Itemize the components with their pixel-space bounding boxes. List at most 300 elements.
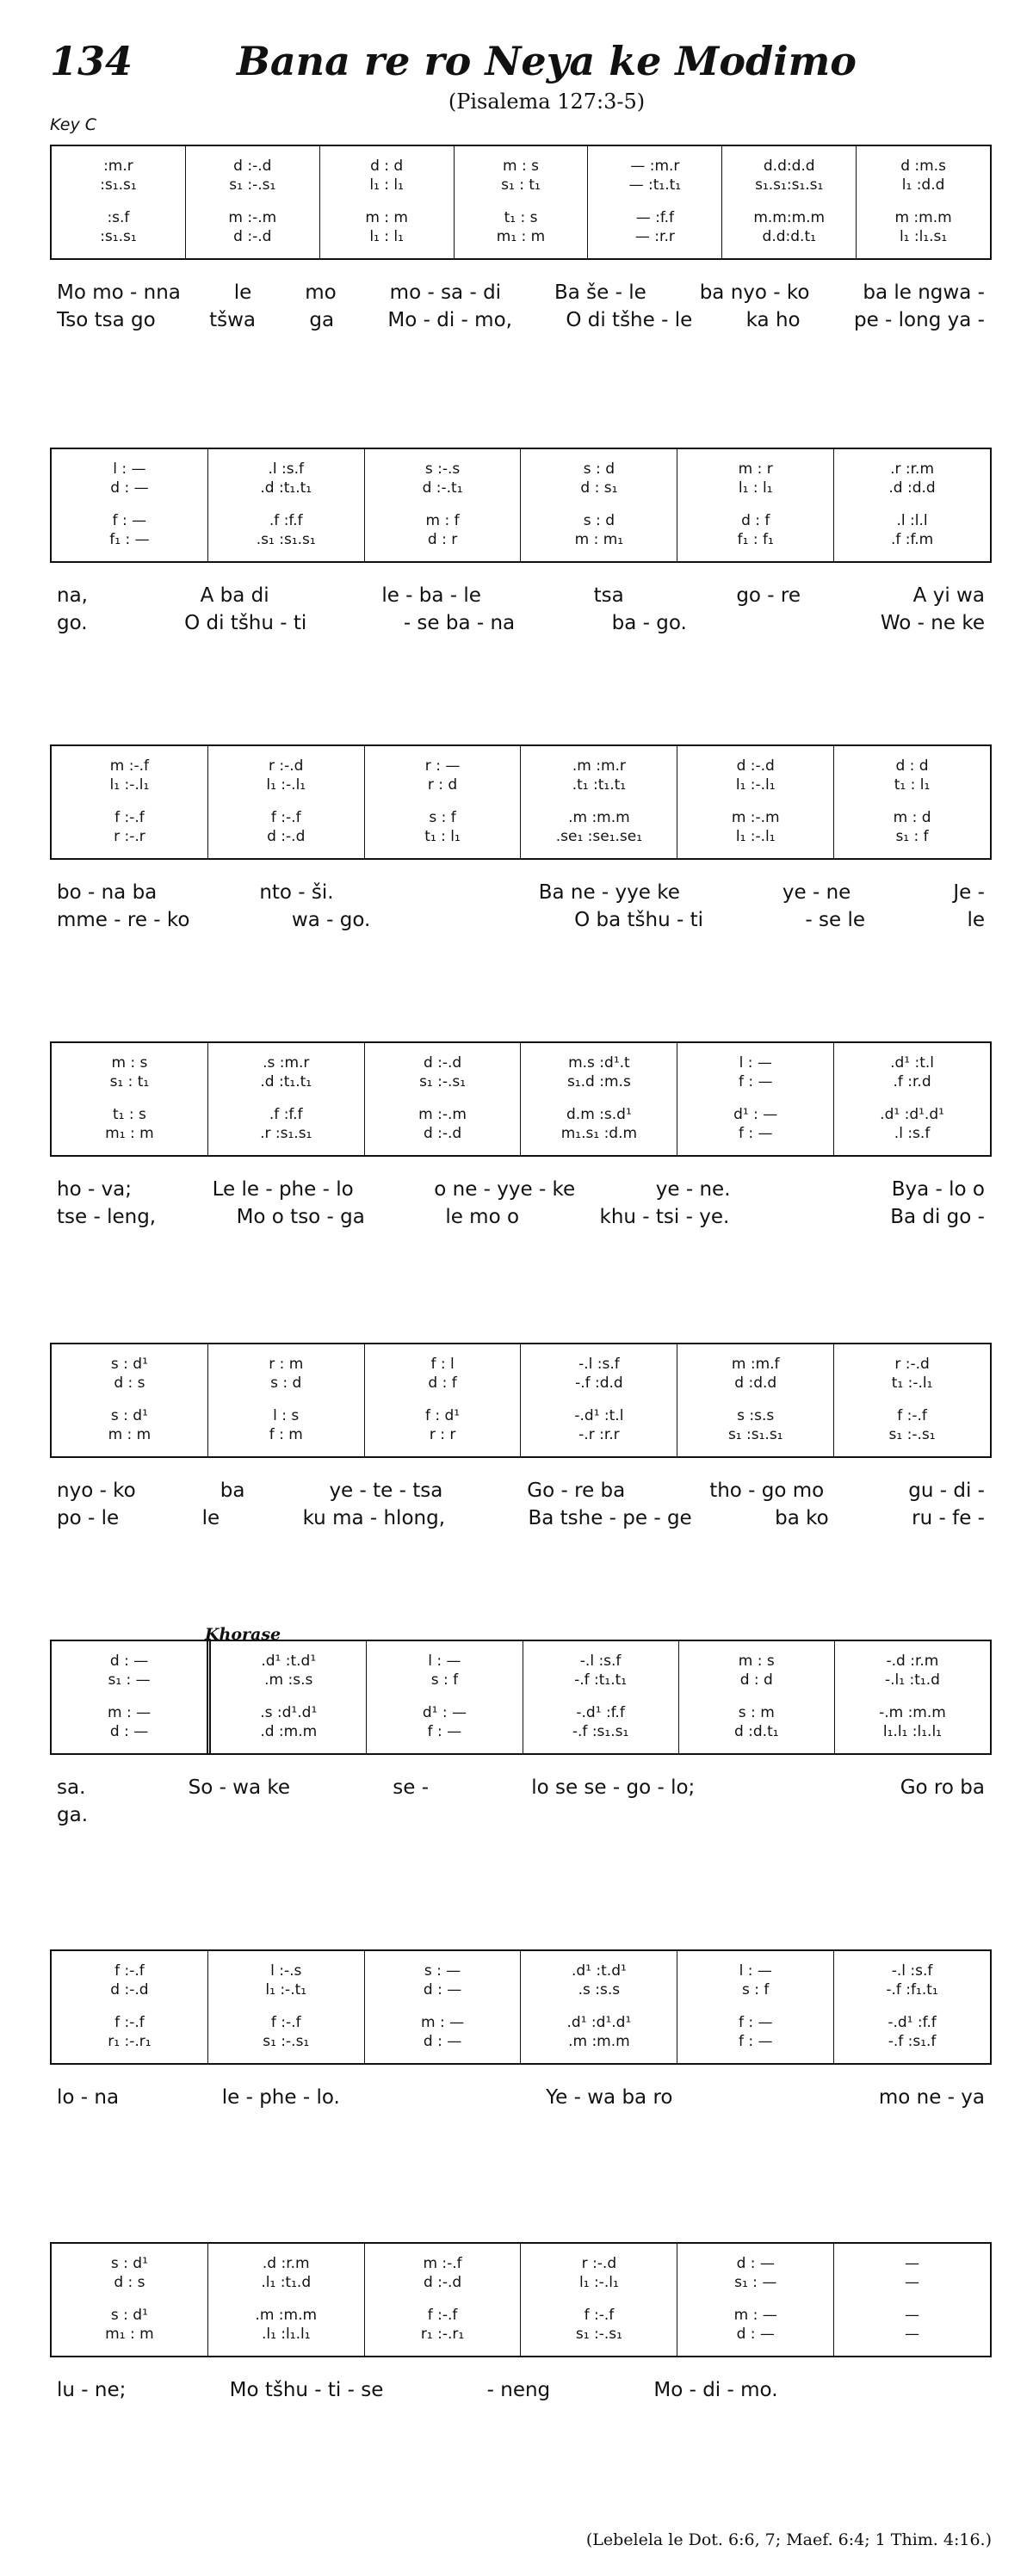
voice-part: s :-.s xyxy=(424,460,461,478)
voice-part: -.f :f₁.t₁ xyxy=(886,1981,938,1998)
lyric-syllables: le xyxy=(233,281,252,304)
measure xyxy=(207,2244,364,2356)
lyric-syllables: ba nyo - ko xyxy=(699,281,810,304)
voice-part: d : d xyxy=(739,1671,773,1689)
lyrics xyxy=(50,1477,992,1532)
lyric-syllables: Bya - lo o xyxy=(891,1178,985,1201)
measure xyxy=(364,746,521,858)
staff xyxy=(50,2242,992,2357)
lyric-line xyxy=(50,906,992,934)
lyric-syllables: ho - va; xyxy=(57,1178,133,1201)
measure xyxy=(520,2244,677,2356)
lyric-syllables: Ba tshe - pe - ge xyxy=(528,1507,692,1529)
voice-part: d : — xyxy=(110,479,149,497)
voice-part: d :-.d xyxy=(423,2274,462,2291)
measure xyxy=(364,1043,521,1155)
voice-part: d :-.d xyxy=(233,228,272,245)
voice-part: l₁ : l₁ xyxy=(738,479,773,497)
voice-part: m :m.f xyxy=(731,1356,780,1373)
voice-part: r :-.d xyxy=(269,757,304,775)
measure xyxy=(52,1043,207,1155)
voice-part: t₁ : s xyxy=(504,209,538,226)
measure xyxy=(366,1641,522,1753)
measure xyxy=(833,1344,990,1456)
lyric-syllables: - neng xyxy=(486,2379,551,2401)
lyrics xyxy=(50,1774,992,1829)
voice-part: s₁ :-.s₁ xyxy=(575,2326,622,2343)
voice-part: f : d¹ xyxy=(425,1407,461,1424)
lyric-line xyxy=(50,279,992,306)
voice-part: — xyxy=(905,2274,920,2291)
lyric-syllables: pe - long ya - xyxy=(853,309,985,331)
voice-part: d :d.t₁ xyxy=(733,1723,779,1740)
voice-part: l₁ :-.l₁ xyxy=(735,776,776,794)
voice-part: r :-.d xyxy=(581,2255,617,2272)
measure xyxy=(833,1951,990,2063)
lyric-syllables: ba ko xyxy=(775,1507,829,1529)
measure xyxy=(52,746,207,858)
voice-part: l : s xyxy=(273,1407,300,1424)
voice-part: .r :r.m xyxy=(890,460,935,478)
lyric-syllables: ka ho xyxy=(745,309,801,331)
voice-part: .d :t₁.t₁ xyxy=(260,1073,312,1090)
lyrics xyxy=(50,279,992,334)
voice-part: m₁ : m xyxy=(496,228,546,245)
lyric-syllables: - se ba - na xyxy=(403,612,516,634)
voice-part: — :r.r xyxy=(634,228,675,245)
measure xyxy=(52,146,185,258)
voice-part: :s₁.s₁ xyxy=(100,228,137,245)
voice-part: s₁ : — xyxy=(734,2274,777,2291)
voice-part: :s.f xyxy=(107,209,130,226)
voice-part: s : d¹ xyxy=(110,2307,148,2324)
measure xyxy=(364,1951,521,2063)
voice-part: d : s xyxy=(114,1374,145,1392)
voice-part: d : f xyxy=(428,1374,457,1392)
lyric-line xyxy=(50,1774,992,1801)
lyric-syllables: tšwa xyxy=(209,309,256,331)
lyric-syllables: lo se se - go - lo; xyxy=(531,1776,696,1799)
voice-part: s₁ : t₁ xyxy=(109,1073,150,1090)
lyric-syllables: tho - go mo xyxy=(709,1480,825,1502)
voice-part: d : s₁ xyxy=(580,479,618,497)
voice-part: -.l₁ :t₁.d xyxy=(885,1671,940,1689)
staff xyxy=(50,1041,992,1157)
voice-part: m : f xyxy=(425,512,460,529)
measure xyxy=(833,746,990,858)
voice-part: .se₁ :se₁.se₁ xyxy=(555,828,643,845)
voice-part: -.f :s₁.s₁ xyxy=(572,1723,629,1740)
measure xyxy=(677,1344,833,1456)
lyric-syllables: go. xyxy=(57,612,88,634)
lyric-line xyxy=(50,1203,992,1231)
lyric-syllables: Go ro ba xyxy=(900,1776,985,1799)
staff xyxy=(50,744,992,860)
voice-part: s : d¹ xyxy=(110,2255,148,2272)
lyric-syllables: ye - ne. xyxy=(655,1178,731,1201)
voice-part: m₁.s₁ :d.m xyxy=(560,1125,638,1142)
voice-part: s : f xyxy=(430,1671,459,1689)
voice-part: d :-.d xyxy=(267,828,306,845)
lyric-syllables: O ba tšhu - ti xyxy=(574,909,704,931)
voice-part: s : d¹ xyxy=(110,1356,148,1373)
voice-part: d : — xyxy=(423,2033,462,2050)
lyric-syllables: - se le xyxy=(805,909,866,931)
measure xyxy=(52,1951,207,2063)
voice-part: m : m xyxy=(108,1426,152,1443)
voice-part: l₁ :-.l₁ xyxy=(579,2274,619,2291)
lyric-syllables: na, xyxy=(57,584,88,607)
lyric-syllables: le xyxy=(201,1507,220,1529)
voice-part: .t₁ :t₁.t₁ xyxy=(572,776,627,794)
measure xyxy=(364,2244,521,2356)
measure xyxy=(52,2244,207,2356)
lyric-line xyxy=(50,2376,992,2404)
voice-part: f : — xyxy=(427,1723,462,1740)
voice-part: m :-.m xyxy=(228,209,277,226)
measure xyxy=(678,1641,834,1753)
lyric-syllables: khu - tsi - ye. xyxy=(599,1206,730,1228)
voice-part: — :t₁.t₁ xyxy=(628,176,682,194)
lyric-syllables: ku ma - hlong, xyxy=(302,1507,446,1529)
voice-part: m : d xyxy=(893,809,931,826)
lyric-syllables: Mo o tso - ga xyxy=(236,1206,365,1228)
lyric-syllables: wa - go. xyxy=(291,909,371,931)
voice-part: -.f :d.d xyxy=(575,1374,623,1392)
voice-part: m : s xyxy=(111,1054,148,1072)
voice-part: .d¹ :d¹.d¹ xyxy=(880,1106,944,1123)
voice-part: d :d.d xyxy=(734,1374,777,1392)
voice-part: r₁ :-.r₁ xyxy=(108,2033,152,2050)
lyric-syllables: o ne - yye - ke xyxy=(434,1178,576,1201)
voice-part: d.d:d.t₁ xyxy=(762,228,816,245)
voice-part: m₁ : m xyxy=(105,1125,154,1142)
voice-part: r : — xyxy=(424,757,461,775)
voice-part: .l₁ :l₁.l₁ xyxy=(261,2326,311,2343)
staff xyxy=(50,448,992,563)
measure xyxy=(523,1641,678,1753)
lyric-syllables: lu - ne; xyxy=(57,2379,127,2401)
measure xyxy=(856,146,990,258)
system-5 xyxy=(50,1343,992,1532)
voice-part: s : — xyxy=(424,1962,461,1980)
voice-part: t₁ : s xyxy=(112,1106,146,1123)
lyrics xyxy=(50,879,992,934)
voice-part: d : d xyxy=(370,158,404,175)
voice-part: -.f :s₁.f xyxy=(888,2033,937,2050)
voice-part: .l₁ :t₁.d xyxy=(261,2274,312,2291)
lyric-syllables: Mo tšhu - ti - se xyxy=(229,2379,384,2401)
voice-part: r : r xyxy=(429,1426,456,1443)
lyric-syllables: A ba di xyxy=(200,584,269,607)
voice-part: d : f xyxy=(741,512,770,529)
staff xyxy=(50,145,992,260)
voice-part: d : — xyxy=(736,2255,775,2272)
voice-part: m :-.f xyxy=(423,2255,462,2272)
measure xyxy=(677,2244,833,2356)
measure xyxy=(207,449,364,561)
voice-part: f : — xyxy=(738,1125,773,1142)
voice-part: .f :r.d xyxy=(893,1073,931,1090)
voice-part: .d¹ :t.l xyxy=(890,1054,935,1072)
voice-part: s₁ :s₁.s₁ xyxy=(727,1426,783,1443)
lyric-syllables: se - xyxy=(393,1776,430,1799)
measure xyxy=(520,1344,677,1456)
measure xyxy=(52,449,207,561)
voice-part: l₁.l₁ :l₁.l₁ xyxy=(882,1723,942,1740)
measure xyxy=(520,746,677,858)
voice-part: f :-.f xyxy=(270,809,301,826)
voice-part: s : d xyxy=(270,1374,302,1392)
lyric-syllables: Ba še - le xyxy=(554,281,646,304)
lyric-syllables: mo - sa - di xyxy=(389,281,502,304)
staff xyxy=(50,1949,992,2065)
voice-part: f :-.f xyxy=(584,2307,615,2324)
lyrics xyxy=(50,582,992,637)
voice-part: m : — xyxy=(733,2307,777,2324)
voice-part: — :m.r xyxy=(630,158,680,175)
voice-part: f :-.f xyxy=(270,2014,301,2031)
voice-part: f : — xyxy=(738,1073,773,1090)
lyric-line xyxy=(50,306,992,334)
measure xyxy=(207,746,364,858)
voice-part: m₁ : m xyxy=(105,2326,154,2343)
lyric-syllables: ga xyxy=(309,309,335,331)
lyric-line xyxy=(50,2084,992,2111)
measure xyxy=(207,1344,364,1456)
voice-part: s : f xyxy=(742,1981,770,1998)
voice-part: f : — xyxy=(112,512,147,529)
measure xyxy=(52,1344,207,1456)
voice-part: l : — xyxy=(739,1962,772,1980)
voice-part: s₁ : f xyxy=(895,828,929,845)
voice-part: m : — xyxy=(108,1704,152,1721)
voice-part: .d¹ :d¹.d¹ xyxy=(566,2014,632,2031)
staff xyxy=(50,1343,992,1458)
hymn-number: 134 xyxy=(50,38,133,84)
voice-part: s : f xyxy=(429,809,456,826)
lyric-syllables: lo - na xyxy=(57,2086,120,2109)
voice-part: l₁ :-.t₁ xyxy=(265,1981,307,1998)
system-8 xyxy=(50,2242,992,2404)
voice-part: d :-.t₁ xyxy=(422,479,463,497)
measure xyxy=(677,1951,833,2063)
lyric-syllables: go - re xyxy=(736,584,801,607)
voice-part: f₁ : f₁ xyxy=(737,531,774,548)
lyric-syllables: le - ba - le xyxy=(381,584,481,607)
lyric-line xyxy=(50,1801,992,1829)
lyric-syllables: ba le ngwa - xyxy=(863,281,985,304)
voice-part: s₁ :-.s₁ xyxy=(263,2033,310,2050)
voice-part: .m :m.m xyxy=(568,2033,630,2050)
lyric-syllables: ye - ne xyxy=(782,881,851,904)
voice-part: d :m.s xyxy=(900,158,946,175)
system-4 xyxy=(50,1041,992,1231)
lyric-syllables: Wo - ne ke xyxy=(880,612,985,634)
voice-part: -.f :t₁.t₁ xyxy=(574,1671,628,1689)
system-1 xyxy=(50,145,992,334)
voice-part: l : — xyxy=(739,1054,772,1072)
voice-part: .f :f.m xyxy=(890,531,934,548)
lyric-syllables: Mo - di - mo, xyxy=(387,309,512,331)
lyric-syllables: mo ne - ya xyxy=(878,2086,985,2109)
voice-part: r :-.d xyxy=(894,1356,930,1373)
system-2 xyxy=(50,448,992,637)
voice-part: m : s xyxy=(738,1652,775,1670)
measure xyxy=(207,1641,366,1753)
lyric-line xyxy=(50,582,992,609)
measure xyxy=(677,746,833,858)
voice-part: m :-.m xyxy=(418,1106,467,1123)
voice-part: s : d¹ xyxy=(110,1407,148,1424)
voice-part: .l :s.f xyxy=(894,1125,931,1142)
voice-part: t₁ : l₁ xyxy=(894,776,931,794)
lyric-syllables: ye - te - tsa xyxy=(329,1480,443,1502)
voice-part: .m :m.m xyxy=(255,2307,318,2324)
voice-part: .m :m.r xyxy=(572,757,626,775)
voice-part: s :s.s xyxy=(737,1407,775,1424)
voice-part: l₁ :l₁.s₁ xyxy=(899,228,948,245)
hymn-title: Bana re ro Neya ke Modimo xyxy=(236,38,857,84)
lyric-syllables: So - wa ke xyxy=(188,1776,291,1799)
voice-part: .d¹ :t.d¹ xyxy=(571,1962,627,1980)
voice-part: f : l xyxy=(430,1356,455,1373)
lyric-syllables: ga. xyxy=(57,1804,89,1826)
lyric-syllables: nto - ši. xyxy=(259,881,334,904)
lyric-syllables: Ba ne - yye ke xyxy=(538,881,680,904)
voice-part: -.l :s.f xyxy=(578,1356,620,1373)
voice-part: m : — xyxy=(421,2014,465,2031)
voice-part: d : r xyxy=(427,531,458,548)
measure xyxy=(520,1043,677,1155)
voice-part: -.d :r.m xyxy=(886,1652,939,1670)
lyric-syllables: ba xyxy=(220,1480,245,1502)
lyric-syllables: O di tšhe - le xyxy=(566,309,693,331)
voice-part: d :-.d xyxy=(423,1125,462,1142)
voice-part: s₁ : t₁ xyxy=(501,176,541,194)
lyrics xyxy=(50,2084,992,2111)
voice-part: — :f.f xyxy=(635,209,674,226)
voice-part: f : — xyxy=(738,2014,773,2031)
voice-part: s : m xyxy=(738,1704,775,1721)
voice-part: -.l :s.f xyxy=(891,1962,933,1980)
lyric-syllables: sa. xyxy=(57,1776,86,1799)
measure xyxy=(721,146,856,258)
lyric-syllables: gu - di - xyxy=(908,1480,985,1502)
measure xyxy=(833,449,990,561)
voice-part: l₁ :-.l₁ xyxy=(109,776,150,794)
system-7 xyxy=(50,1949,992,2111)
voice-part: s₁.d :m.s xyxy=(566,1073,631,1090)
key-label: Key C xyxy=(50,115,97,134)
hymn-subtitle: (Pisalema 127:3-5) xyxy=(448,90,646,114)
voice-part: d : — xyxy=(109,1652,149,1670)
voice-part: l₁ : l₁ xyxy=(369,228,404,245)
voice-part: s₁ : — xyxy=(108,1671,151,1689)
voice-part: l : — xyxy=(113,460,146,478)
voice-part: .d :t₁.t₁ xyxy=(260,479,312,497)
voice-part: l : — xyxy=(428,1652,461,1670)
voice-part: — xyxy=(905,2326,920,2343)
voice-part: d :-.d xyxy=(233,158,272,175)
lyric-line xyxy=(50,1477,992,1504)
voice-part: .d :m.m xyxy=(260,1723,318,1740)
lyric-syllables: le - phe - lo. xyxy=(221,2086,340,2109)
voice-part: m.m:m.m xyxy=(753,209,826,226)
voice-part: r₁ :-.r₁ xyxy=(420,2326,465,2343)
lyric-syllables: Mo - di - mo. xyxy=(653,2379,778,2401)
voice-part: -.d¹ :f.f xyxy=(888,2014,937,2031)
lyric-line xyxy=(50,1176,992,1203)
lyric-syllables: A yi wa xyxy=(912,584,985,607)
voice-part: s₁ :-.s₁ xyxy=(888,1426,936,1443)
voice-part: s : d xyxy=(583,460,615,478)
measure xyxy=(587,146,721,258)
lyric-syllables: bo - na ba xyxy=(57,881,158,904)
staff xyxy=(50,1640,992,1755)
voice-part: m : s xyxy=(503,158,539,175)
voice-part: d : — xyxy=(109,1723,149,1740)
lyric-syllables: Je - xyxy=(953,881,985,904)
lyric-syllables: le xyxy=(967,909,985,931)
lyric-syllables: mme - re - ko xyxy=(57,909,190,931)
voice-part: f₁ : — xyxy=(109,531,150,548)
voice-part: f :-.f xyxy=(114,2014,145,2031)
system-3 xyxy=(50,744,992,934)
voice-part: -.m :m.m xyxy=(879,1704,946,1721)
voice-part: :s₁.s₁ xyxy=(100,176,137,194)
voice-part: .l :s.f xyxy=(268,460,304,478)
khorase-label: Khorase xyxy=(205,1625,281,1644)
voice-part: m :-.m xyxy=(731,809,780,826)
voice-part: f : m xyxy=(269,1426,303,1443)
voice-part: l₁ : l₁ xyxy=(369,176,404,194)
voice-part: -.r :r.r xyxy=(578,1426,620,1443)
lyric-syllables: Ye - wa ba ro xyxy=(546,2086,673,2109)
measure xyxy=(520,1951,677,2063)
voice-part: .s₁ :s₁.s₁ xyxy=(256,531,316,548)
voice-part: l :-.s xyxy=(270,1962,302,1980)
voice-part: d : s xyxy=(114,2274,145,2291)
voice-part: d : d xyxy=(895,757,929,775)
lyric-syllables: Le le - phe - lo xyxy=(212,1178,354,1201)
measure xyxy=(677,449,833,561)
lyric-syllables: mo xyxy=(305,281,337,304)
voice-part: l₁ :d.d xyxy=(901,176,945,194)
voice-part: f : — xyxy=(738,2033,773,2050)
voice-part: .f :f.f xyxy=(269,512,303,529)
voice-part: s₁ :-.s₁ xyxy=(419,1073,467,1090)
lyric-syllables: tsa xyxy=(593,584,624,607)
lyric-syllables: O di tšhu - ti xyxy=(184,612,307,634)
voice-part: m : m xyxy=(365,209,408,226)
measure xyxy=(677,1043,833,1155)
scripture-footnote: (Lebelela le Dot. 6:6, 7; Maef. 6:4; 1 Thim. 4:16.) xyxy=(585,2530,992,2549)
measure xyxy=(364,449,521,561)
measure xyxy=(833,1043,990,1155)
lyrics xyxy=(50,1176,992,1231)
measure xyxy=(185,146,319,258)
voice-part: d : — xyxy=(423,1981,462,1998)
voice-part: s₁ :-.s₁ xyxy=(229,176,276,194)
voice-part: l₁ :-.l₁ xyxy=(735,828,776,845)
lyric-syllables: po - le xyxy=(57,1507,120,1529)
voice-part: .r :s₁.s₁ xyxy=(260,1125,312,1142)
lyric-syllables: ru - fe - xyxy=(912,1507,985,1529)
lyric-syllables: tse - leng, xyxy=(57,1206,157,1228)
measure xyxy=(454,146,588,258)
voice-part: f :-.f xyxy=(114,1962,145,1980)
